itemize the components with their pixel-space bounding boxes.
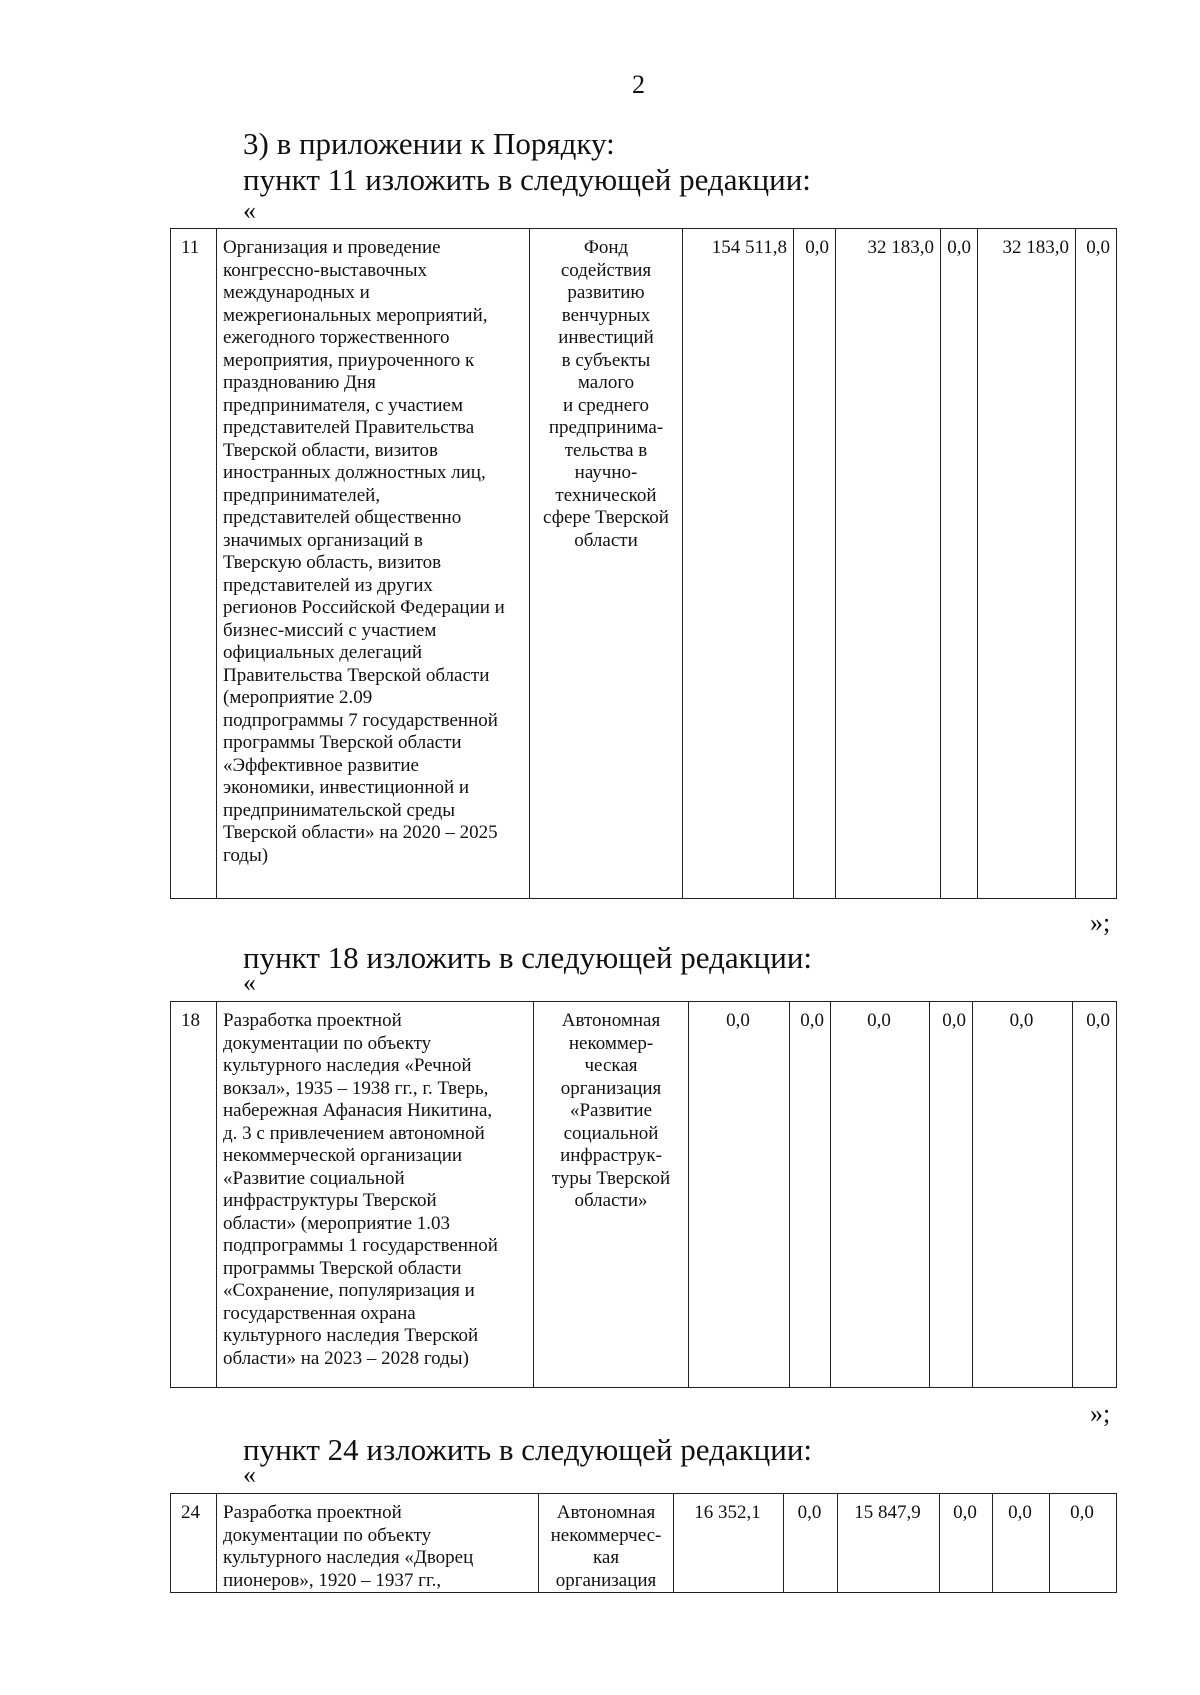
heading-intro: 3) в приложении к Порядку:	[243, 126, 615, 161]
row-organization: Фонд содействия развитию венчурных инвестиций в субъекты малого и среднего предпринима- тельства в научно- технической сфере Тверской области	[530, 229, 683, 899]
quote-open-18: «	[243, 968, 256, 997]
table-item-24	[170, 1493, 1117, 1593]
quote-close-11: »;	[1090, 908, 1111, 937]
value-cell: 0,0	[790, 1002, 831, 1388]
value-cell: 0,0	[1050, 1494, 1117, 1593]
table-row	[171, 1494, 1117, 1593]
row-description: Разработка проектной документации по объекту культурного наследия «Дворец пионеров», 1920 – 1937 гг.,	[217, 1494, 539, 1593]
value-cell: 0,0	[993, 1494, 1050, 1593]
row-description: Разработка проектной документации по объекту культурного наследия «Речной вокзал», 1935 – 1938 гг., г. Тверь, набережная Афанасия Никитина, д. 3 с привлечением автономной некоммерческой организации «Развитие социальной инфраструктуры Тверской области» (мероприятие 1.03 подпрограммы 1 государственной программы Тверской области «Сохранение, популяризация и государственная охрана культурного наследия Тверской области» на 2023 – 2028 годы)	[217, 1002, 534, 1388]
row-organization: Автономная некоммер- ческая организация «Развитие социальной инфраструк- туры Тверской области»	[534, 1002, 689, 1388]
value-cell: 0,0	[930, 1002, 973, 1388]
value-cell: 0,0	[941, 229, 978, 899]
table-item-18	[170, 1001, 1117, 1388]
page-number: 2	[632, 70, 645, 99]
quote-open-11: «	[243, 196, 256, 225]
value-cell: 0,0	[831, 1002, 930, 1388]
section-heading-18: пункт 18 изложить в следующей редакции:	[243, 940, 813, 975]
value-cell: 0,0	[940, 1494, 993, 1593]
value-cell: 32 183,0	[836, 229, 941, 899]
value-cell: 0,0	[1073, 1002, 1117, 1388]
row-number: 11	[171, 229, 217, 899]
value-cell: 0,0	[784, 1494, 838, 1593]
value-cell: 16 352,1	[674, 1494, 784, 1593]
value-cell: 0,0	[794, 229, 836, 899]
row-description: Организация и проведение конгрессно-выставочных международных и межрегиональных мероприятий, ежегодного торжественного мероприятия, приуроченного к празднованию Дня предпринимателя, с участием представителей Правительства Тверской области, визитов иностранных должностных лиц, предпринимателей, представителей общественно значимых организаций в Тверскую область, визитов представителей из других регионов Российской Федерации и бизнес-миссий с участием официальных делегаций Правительства Тверской области (мероприятие 2.09 подпрограммы 7 государственной программы Тверской области «Эффективное развитие экономики, инвестиционной и предпринимательской среды Тверской области» на 2020 – 2025 годы)	[217, 229, 530, 899]
section-heading-11: пункт 11 изложить в следующей редакции:	[243, 162, 811, 197]
section-heading-24: пункт 24 изложить в следующей редакции:	[243, 1432, 813, 1467]
value-cell: 0,0	[1076, 229, 1117, 899]
quote-open-24: «	[243, 1460, 256, 1489]
quote-close-18: »;	[1090, 1399, 1111, 1428]
value-cell: 154 511,8	[683, 229, 794, 899]
table-row	[171, 1002, 1117, 1388]
row-organization: Автономная некоммерчес- кая организация	[539, 1494, 674, 1593]
value-cell: 32 183,0	[978, 229, 1076, 899]
table-item-11	[170, 228, 1117, 899]
table-row	[171, 229, 1117, 899]
value-cell: 15 847,9	[838, 1494, 940, 1593]
row-number: 18	[171, 1002, 217, 1388]
value-cell: 0,0	[689, 1002, 790, 1388]
row-number: 24	[171, 1494, 217, 1593]
value-cell: 0,0	[973, 1002, 1073, 1388]
